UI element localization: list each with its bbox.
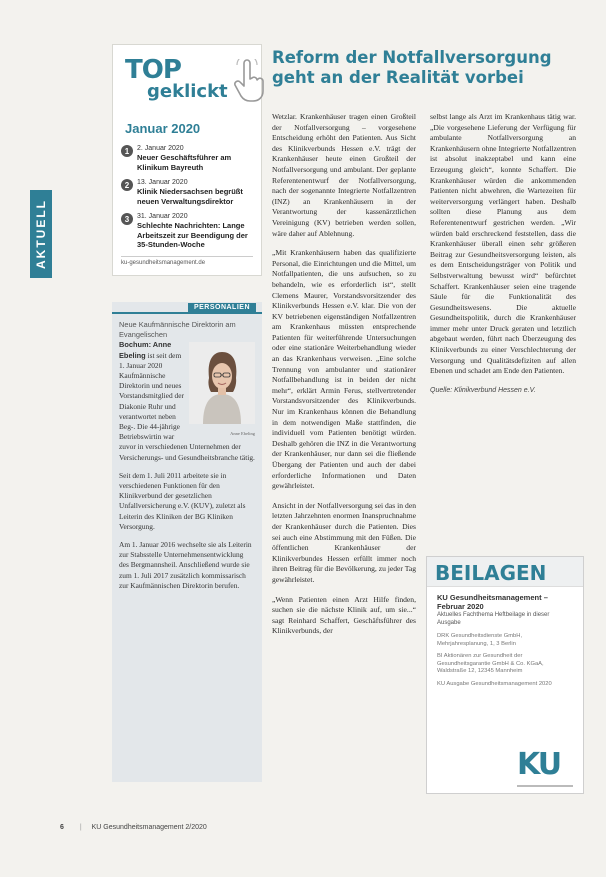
entry-date: 13. Januar 2020 [137,179,188,186]
top-entry[interactable] [121,144,253,172]
portrait-figure [189,342,255,436]
personal-box [112,302,262,782]
article-paragraph: Wetzlar. Krankenhäuser tragen einen Großteil der Notfallversorgung – vorgesehene Entscheidung erhöht den Patienten. Aus Sicht des Klinikverbunds Hessen e.V. trägt der Krankenhäuser heute einen Großteil der Notfallversorgung und ambulant. Der geplante Referentenentwurf der Notfallversorgung, nach der sogenannte Integrierte Notfallzentren (INZ) an Krankenhäusern in der Verantwortung der kassenärztlichen Vereinigung (KV) betrieben werden sollen, wäre daher auf Ablehnung. [272,112,416,238]
personal-lead: Neue Kaufmännische Direktorin am Evangelischen [119,320,236,340]
footer-separator: | [79,824,82,831]
entry-number: 3 [121,213,133,225]
insert-item-title: KU Gesundheitsmanagement – Februar 2020 [437,593,548,611]
personal-label: PERSONALIEN [188,303,256,312]
pointer-hand-icon [231,59,265,103]
article-paragraph: „Wenn Patienten einen Arzt Hilfe finden, suchen sie die nächste Klinik auf, um sie...“ sagt Reinhard Schaffert, Geschäftsführer des Klinikverbunds, der [272,594,416,636]
article-headline: Reform der Notfallversorgung geht an der Realität vorbei [272,48,552,87]
top-box-footer: ku-gesundheitsmanagement.de [121,256,253,266]
logo-top-text: TOP [125,55,181,85]
entry-date: 2. Januar 2020 [137,145,184,152]
article-column-2 [430,112,576,492]
article-paragraph: „Mit Krankenhäusern haben das qualifizierte Personal, die Einrichtungen und die Mittel, um Notfallpatienten, die uns aufsuchen, so zu behandeln, wie es erforderlich ist“, stellt Clemens Maurer, Vorstandsvorsitzender des Klinikverbunds Hessen e.V. klar. Die von der KV betriebenen eigenständigen Notfallzentren am Krankenhaus müssten entsprechende Patienten für weiterführende Untersuchungen oder eine stationäre Weiterbehandlung wieder an das Krankenhaus verweisen. „Eine solche Trennung von ambulanter und stationärer Notfallbehandlung ist in beiden der nicht mehr“, erklärt Armin Ferus, stellvertretender Vorstandsvorsitzender des Klinikverbunds. Nur im Krankenhaus können die Behandlung in dem notwendigen Maße stattfinden, die individuell vom Patienten benötigt würden. Deshalb gehören die INZ in die Verantwortung der Krankenhäuser, nur dann sei die fließende Übergang der Patienten und auch der dabei erforderliche Informationen und Daten gewährleistet. [272,248,416,491]
top-entry[interactable] [121,212,253,250]
personal-paragraph-2: Seit dem 1. Juli 2011 arbeitete sie in verschiedenen Funktionen für den Klinikverbund der gesetzlichen Unfallversicherung e.V. (KUV), zuletzt als Leiterin des Kliniken der BG Kliniken Versorgung. [119,470,246,531]
insert-address: KU Ausgabe Gesundheitsmanagement 2020 [437,680,552,687]
ku-logo [517,749,573,781]
personal-paragraph-1 [119,340,255,462]
entry-title: Klinik Niedersachsen begrüßt neuen Verwaltungsdirektor [137,187,243,206]
top-month: Januar 2020 [125,121,201,136]
insert-address: DRK Gesundheitsdienste GmbH, Mehrjahresplanung, 1, 3 Berlin [437,633,523,647]
insert-item-subtitle: Aktuelles Fachthema Heftbeilage in dieser Ausgabe [437,612,550,626]
entry-number: 1 [121,145,133,157]
entry-number: 2 [121,179,133,191]
entry-date: 31. Januar 2020 [137,213,188,220]
article-paragraph: selbst lange als Arzt im Krankenhaus tätig war. „Die vorgesehene Lieferung der Verfügung für ambulante Notfallversorgung an Krankenhäusern ohne Integrierte Notfallzentren ist absolut inakzeptabel und kann eine Erzeugung gleich“, konnte Schaffert. Die Krankenhäuser würden die ankommenden Patienten nicht abwehren, die Wartezeiten für weiterversorgung verlängert haben. Deshalb sollten diese Planung aus dem Referentenentwurf gestrichen werden. „Wir würden bald erschreckend feststellen, dass die Krankenhäuser überall einen sehr größeren Beitrag zur Gesundheitsversorgung leisten, als es dem Entscheidungsträger von Politik und Selbstverwaltung bewusst wird“ befürchtet Schaffert. Krankenhäuser seien eine tragende Säule für die Funktionalität des Gesundheitswesens. Die aktuelle Gesundheitspolitik, durch die Krankenhäuser immer mehr unter Druck geraten und letztlich abgebaut werden, führt nach Überzeugung des Klinikverbunds zu einer Verschlechterung der Versorgung und Qualitätsdefiziten auf allen Ebenen und schadet am Ende den Patienten. [430,112,576,376]
section-tab-label: AKTUELL [34,199,48,269]
personal-name: Bochum: Anne Ebeling [119,340,172,360]
top-clicked-logo [121,53,253,115]
article-source: Quelle: Klinikverbund Hessen e.V. [430,386,536,394]
logo-sub-text: geklickt [147,81,228,102]
inserts-title: BEILAGEN [435,561,547,585]
portrait-photo [189,342,255,424]
insert-address: BI Aktionären zur Gesundheit der Gesundheitsgarantie GmbH & Co. KGaA, Waldstraße 12, 12345 Mannheim [437,653,544,674]
personal-header [112,302,262,314]
portrait-caption: Anne Ebeling [230,430,255,436]
inserts-content [427,587,583,699]
personal-paragraph-3: Am 1. Januar 2016 wechselte sie als Leiterin zur Stabsstelle Unternehmensentwicklung des Bergmannsheil. Anschließend wurde sie zum 1. Juli 2017 zusätzlich kommissarisch zur Kaufmännischen Direktorin berufen. [119,540,252,590]
publication-name: KU Gesundheitsmanagement 2/2020 [91,824,207,831]
top-entry[interactable] [121,178,253,206]
entry-title: Schlechte Nachrichten: Lange Arbeitszeit zur Beendigung der 35-Stunden-Woche [137,221,248,249]
section-tab [30,190,52,278]
personal-text-1: ist seit dem 1. Januar 2020 Kaufmännische Direktorin und neues Vorstandsmitglied der Diakonie Ruhr und verantwortet neben Beg-. Die 44-jährige Betriebswirtin war zuvor in verschiedenen Unternehmen der Versicherungs- und Gesundheitsbranche tätig. [119,350,255,462]
ku-logo-text: KU [517,747,561,782]
top-clicked-box [112,44,262,276]
ku-logo-underline [517,785,573,787]
page-number: 6 [60,824,64,831]
page-footer [60,824,207,831]
entry-title: Neuer Geschäftsführer am Klinikum Bayreuth [137,153,232,172]
article-column-1 [272,112,416,792]
inserts-box [426,556,584,794]
inserts-header [427,557,583,587]
article-paragraph: Ansicht in der Notfallversorgung sei das in den letzten Jahrzehnten enormen Inanspruchnahme der Krankenhäuser durch die Patienten. Dies sei auch eine Abstimmung mit den Füßen. Die öffentlichen Krankenhäuser der Klinikverbundes Hessen erfüllt immer noch ihren Beitrag für die Bevölkerung, zu jeder Tag gewährleistet. [272,500,416,584]
